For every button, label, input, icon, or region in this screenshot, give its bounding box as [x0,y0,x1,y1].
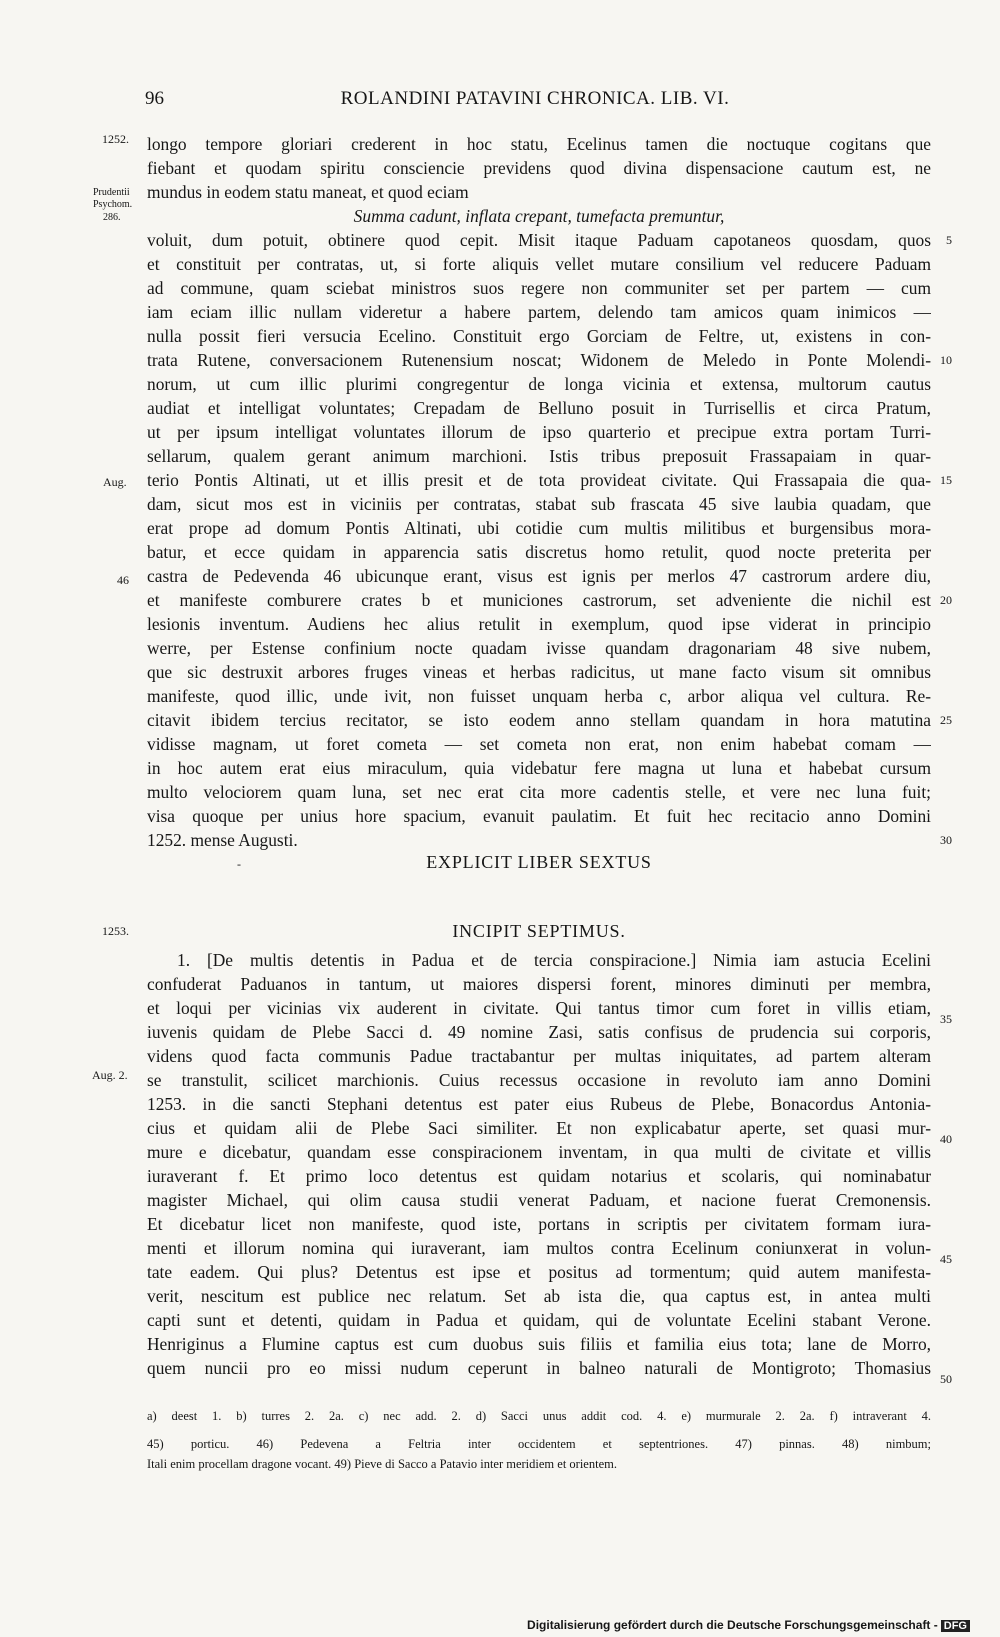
page-header [145,88,925,118]
text-line: vidisse magnam, ut foret cometa — set cometa non erat, non enim habebat comam — [147,734,931,754]
line-number: 20 [940,593,952,607]
digitization-footer [527,1618,970,1632]
text-line: confuderat Paduanos in tantum, ut maiores dispersi forent, minores diminuti per membra, [147,974,931,994]
line-number: 35 [940,1012,952,1026]
line-number: 40 [940,1132,952,1146]
text-line: menti et illorum nomina qui iuraverant, iam multos contra Ecelinum coniunxerat in volun- [147,1238,931,1258]
text-line: et loqui per vicinias vix auderent in civitate. Qui tantus timor cum foret in villis etiam, [147,998,931,1018]
incipit-heading: INCIPIT SEPTIMUS. [452,921,626,941]
line-number: 25 [940,713,952,727]
text-line: se transtulit, scilicet marchionis. Cuius recessus occasione in revoluto iam anno Domini [147,1070,931,1090]
text-line: voluit, dum potuit, obtinere quod cepit. Misit itaque Paduam capotaneos quosdam, quos [147,230,931,250]
text-line: et manifeste comburere crates b et municiones castrorum, set adveniente die nichil est [147,590,931,610]
line-number: 50 [940,1372,952,1386]
text-line: visa quoque per unius hore spacium, evanuit paulatim. Et fuit hec recitacio anno Domini [147,806,931,826]
text-line: mundus in eodem statu maneat, et quod eciam [147,182,469,202]
text-line: lesionis inventum. Audiens hec alius retulit in exemplum, quod ipse viderat in principio [147,614,931,634]
text-line: magister Michael, qui olim causa studii venerat Paduam, et nacione fuerat Cremonensis. [147,1190,931,1210]
footer-text: Digitalisierung gefördert durch die Deutsche Forschungsgemeinschaft - [527,1618,938,1632]
text-line: dam, sicut mos est in viciniis per contratas, stabat sub frascata 45 sive laubia quadam, que [147,494,931,514]
text-line: verit, nescitum est publice nec relatum. Set ab ista die, qua captus est, in antea multi [147,1286,931,1306]
text-line: trata Rutene, conversacionem Rutenensium noscat; Widonem de Meledo in Ponte Molendi- [147,350,931,370]
side-source-c: 286. [103,212,121,223]
text-line: quem nuncii pro eo missi nudum ceperunt in balneo naturali de Montigroto; Thomasius [147,1358,931,1378]
line-number: 15 [940,473,952,487]
text-line: manifeste, quod illic, unde ivit, non fuisset unquam herba c, arbor aliqua vel cultura. Re- [147,686,931,706]
line-number: 5 [946,233,952,247]
text-line: norum, ut cum illic plurimi congregentur de longa vicinia et extensa, multorum cautus [147,374,931,394]
text-line: iuraverant f. Et primo loco detentus est quidam notarius et scolaris, qui nominabatur [147,1166,931,1186]
line-number: 30 [940,833,952,847]
side-year-1252: 1252. [102,132,129,146]
text-line: videns quod facta communis Padue tractabantur per multas iniquitates, ad partem alteram [147,1046,931,1066]
text-line: in hoc autem erat eius miraculum, quia videbatur fere magna ut luna et habebat cursum [147,758,931,778]
stray-mark: - [237,857,241,871]
line-number: 10 [940,353,952,367]
side-aug-1: Aug. [103,475,127,489]
text-line: iuvenis quidam de Plebe Sacci d. 49 nomine Zasi, satis confisus de prudencia sui corporis, [147,1022,931,1042]
line-number: 45 [940,1252,952,1266]
dfg-logo: DFG [941,1620,970,1632]
critical-apparatus: a) deest 1. b) turres 2. 2a. c) nec add. 2. d) Sacci unus addit cod. 4. e) murmurale 2. 2a. f) intraverant 4. [147,1409,931,1423]
text-line: audiat et intelligat voluntates; Crepadam de Belluno posuit in Turrisellis et circa Pratum, [147,398,931,418]
text-line: cius et quidam alii de Plebe Saci similiter. Et non explicabatur aperte, set quasi mur- [147,1118,931,1138]
text-line: longo tempore gloriari crederent in hoc statu, Ecelinus tamen die noctuque cogitans que [147,134,931,154]
text-line: iam eciam illic nullam videretur a habere partem, delendo tam amicos quam inimicos — [147,302,931,322]
text-line: ut per ipsum intelligat voluntates illorum de ipso quarterio et precipue extra portam Turri- [147,422,931,442]
text-line: tate eadem. Qui plus? Detentus est ipse et positus ad tormentum; quid autem manifesta- [147,1262,931,1282]
text-line: et constituit per contratas, ut, si forte aliquis vellet mutare consilium vel reducere Paduam [147,254,931,274]
text-line: ad commune, quam sciebat ministros suos regere non communiter set per partem — cum [147,278,931,298]
chapter-1-opening: 1. [De multis detentis in Padua et de tercia conspiracione.] Nimia iam astucia Ecelini [177,950,931,970]
text-line: werre, per Estense confinium nocte quadam ivisse quandam dragonariam 48 sive nubem, [147,638,931,658]
text-line: castra de Pedevenda 46 ubicunque erant, visus est ignis per merlos 47 castrorum ardere diu, [147,566,931,586]
text-line: multo velociorem quam luna, set nec erat cita more cadentis stelle, et vere nec luna fuit; [147,782,931,802]
side-note-46: 46 [117,573,129,587]
side-year-1253: 1253. [102,924,129,938]
explicit-heading: EXPLICIT LIBER SEXTUS [426,852,652,872]
page-number: 96 [145,88,164,109]
text-line: fiebant et quodam spiritu consciencie previdens quod divina dispensacione cautum est, ne [147,158,931,178]
text-line: citavit ibidem tercius recitator, se isto eodem anno stellam quandam in hora matutina [147,710,931,730]
text-line: que sic destruxit arbores fruges vineas et herbas radicitus, ut mane facto visum sit omnibus [147,662,931,682]
text-line: 1253. in die sancti Stephani detentus est pater eius Rubeus de Plebe, Bonacordus Antonia- [147,1094,931,1114]
side-source-b: Psychom. [93,199,133,210]
text-line: terio Pontis Altinati, ut et illis presit et de tota provideat civitate. Qui Frassapaia die qua- [147,470,931,490]
text-line: nulla possit fieri versucia Ecelino. Constituit ergo Gorciam de Feltre, ut, existens in con- [147,326,931,346]
text-line: Henriginus a Flumine captus est cum duobus suis filiis et familia eius tota; lane de Morro, [147,1334,931,1354]
side-source-a: Prudentii [93,187,130,198]
text-line: capti sunt et detenti, quidam in Padua et quidam, qui de voluntate Ecelini stabant Verone. [147,1310,931,1330]
explanatory-notes-line-1: 45) porticu. 46) Pedevena a Feltria inter occidentem et septentriones. 47) pinnas. 48) nimbum; [147,1437,931,1451]
text-line: sellarum, qualem gerant animum marchioni. Istis tribus preposuit Frassapaiam in quar- [147,446,931,466]
text-line: 1252. mense Augusti. [147,830,298,850]
text-line: mure e dicebatur, quandam esse conspiracionem inventam, in qua multi de civitate et villis [147,1142,931,1162]
side-aug-2: Aug. 2. [92,1068,128,1082]
text-line: batur, et ecce quidam in apparencia satis discretus homo retulit, quod nocte preterita per [147,542,931,562]
running-title: ROLANDINI PATAVINI CHRONICA. LIB. VI. [340,88,730,109]
explanatory-notes-line-2: Itali enim procellam dragone vocant. 49) Pieve di Sacco a Patavio inter meridiem et orientem. [147,1457,617,1471]
text-line: Et dicebatur licet non manifeste, quod iste, portans in scriptis per civitatem formam iura- [147,1214,931,1234]
text-line: erat prope ad domum Pontis Altinati, ubi cotidie cum multis militibus et burgensibus mora- [147,518,931,538]
quoted-verse: Summa cadunt, inflata crepant, tumefacta premuntur, [353,206,725,226]
